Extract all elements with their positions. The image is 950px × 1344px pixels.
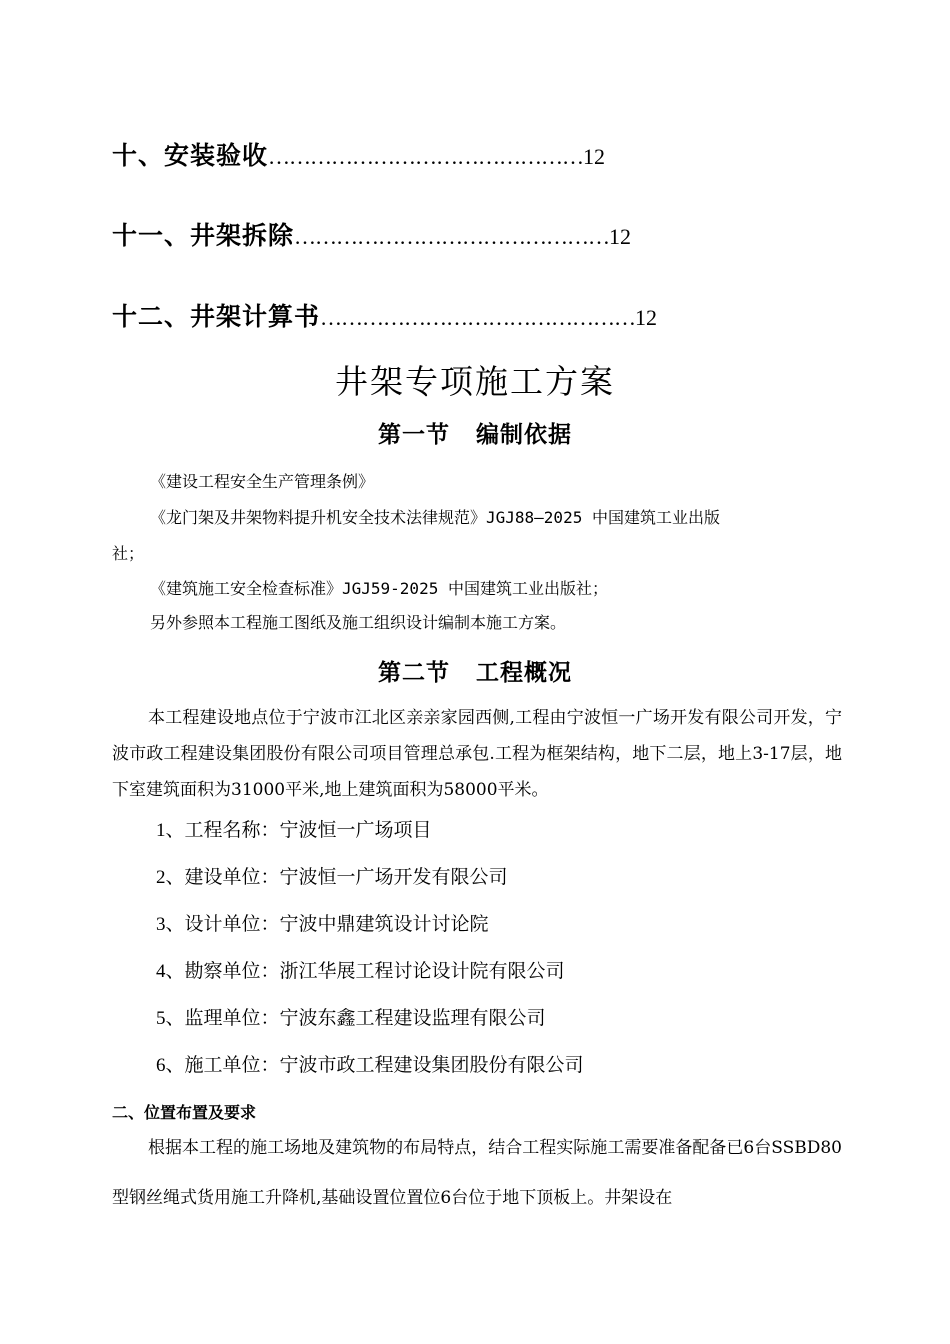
reference-item: 《龙门架及井架物料提升机安全技术法律规范》JGJ88—2025 中国建筑工业出版 [150,508,720,527]
toc-leader-dots: ……………………………………… [268,144,584,169]
item-number: 3 [156,914,166,935]
toc-leader-dots: ……………………………………… [320,305,636,330]
toc-page-number: 12 [635,305,658,330]
item-number: 4 [156,961,166,982]
section-heading [0,416,950,449]
project-info-item [156,909,489,936]
document-title: 井架专项施工方案 [335,362,615,401]
reference-note: 另外参照本工程施工图纸及施工组织设计编制本施工方案。 [150,613,567,632]
subsection-heading: 二、位置布置及要求 [112,1103,257,1122]
toc-entry[interactable] [112,136,605,172]
item-value: 宁波恒一广场项目 [279,819,432,841]
project-info-item [156,862,508,889]
project-info-item [156,1050,584,1077]
section-title: 工程概况 [476,660,572,686]
item-label: 、监理单位： [165,1007,280,1029]
layout-requirements-paragraph: 根据本工程的施工场地及建筑物的布局特点，结合工程实际施工需要准备配备已6台SSBD80型钢丝绳式货用施工升降机,基础设置位置位6台位于地下顶板上。井架设在 [112,1138,842,1208]
section-label: 第一节 [378,422,450,448]
item-value: 宁波恒一广场开发有限公司 [279,866,508,888]
toc-entry[interactable] [112,216,631,252]
item-value: 宁波东鑫工程建设监理有限公司 [279,1007,546,1029]
section-title: 编制依据 [476,422,572,448]
toc-page-number: 12 [609,224,632,249]
reference-item-continuation: 社； [112,544,145,563]
reference-item: 《建设工程安全生产管理条例》 [150,472,375,491]
section-label: 第二节 [378,660,450,686]
item-label: 、工程名称： [165,819,280,841]
project-info-item [156,1003,546,1030]
toc-page-number: 12 [583,144,606,169]
toc-entry[interactable] [112,297,657,333]
item-value: 宁波中鼎建筑设计讨论院 [279,913,489,935]
item-number: 6 [156,1055,166,1076]
item-label: 、施工单位： [165,1054,280,1076]
item-number: 5 [156,1008,166,1029]
toc-entry-title: 十、安装验收 [112,141,269,170]
item-value: 宁波市政工程建设集团股份有限公司 [279,1054,584,1076]
toc-entry-title: 十一、井架拆除 [112,221,295,250]
item-number: 1 [156,820,166,841]
toc-leader-dots: ……………………………………… [294,224,610,249]
item-label: 、建设单位： [165,866,280,888]
project-info-item [156,956,565,983]
reference-item: 《建筑施工安全检查标准》JGJ59-2025 中国建筑工业出版社； [150,579,608,598]
project-overview-paragraph: 本工程建设地点位于宁波市江北区亲亲家园西侧,工程由宁波恒一广场开发有限公司开发，宁波市政工程建设集团股份有限公司项目管理总承包.工程为框架结构，地下二层，地上3-17层，地下室建筑面积为31000平米,地上建筑面积为58000平米。 [112,708,842,800]
item-label: 、设计单位： [165,913,280,935]
toc-entry-title: 十二、井架计算书 [112,302,321,331]
section-heading [0,654,950,687]
item-value: 浙江华展工程讨论设计院有限公司 [279,960,565,982]
project-info-item [156,815,432,842]
item-label: 、勘察单位： [165,960,280,982]
item-number: 2 [156,867,166,888]
